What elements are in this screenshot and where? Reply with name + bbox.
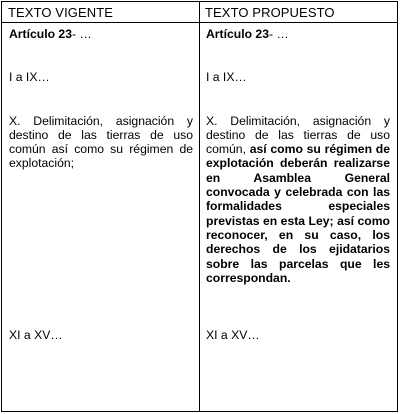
current-range-i-ix: I a IX…	[9, 70, 50, 85]
header-proposed-text: TEXTO PROPUESTO	[205, 5, 335, 20]
proposed-fraction-x	[206, 114, 390, 286]
proposed-article-heading	[206, 27, 390, 41]
proposed-fraction-x-bold: así como su régimen de explotación deberán realizarse en Asamblea General convocada y celebrada con las formalidades especiales previstas en esta Ley; así como reconocer, en su caso, los derechos de los ejidatarios sobre las parcelas que les correspondan.	[206, 142, 390, 285]
proposed-text-column	[206, 27, 390, 285]
header-divider	[2, 22, 397, 23]
proposed-article-ellipsis: - …	[269, 27, 289, 41]
header-current-text: TEXTO VIGENTE	[8, 5, 114, 20]
proposed-article-number: Artículo 23	[206, 27, 269, 41]
current-text-column	[9, 27, 193, 171]
proposed-range-xi-xv: XI a XV…	[206, 328, 260, 342]
current-article-heading	[9, 27, 193, 41]
current-fraction-x: X. Delimitación, asignación y destino de las tierras de uso común así como su régimen de explotación;	[9, 113, 193, 171]
column-divider	[199, 2, 200, 411]
comparison-table	[1, 1, 398, 412]
current-article-ellipsis: - …	[72, 27, 92, 41]
proposed-fraction-x-plain: X. Delimitación, asignación y destino de las tierras de uso común,	[206, 113, 390, 157]
current-article-number: Artículo 23	[9, 27, 72, 41]
current-range-xi-xv: XI a XV…	[9, 328, 63, 342]
proposed-range-i-ix: I a IX…	[206, 70, 247, 85]
